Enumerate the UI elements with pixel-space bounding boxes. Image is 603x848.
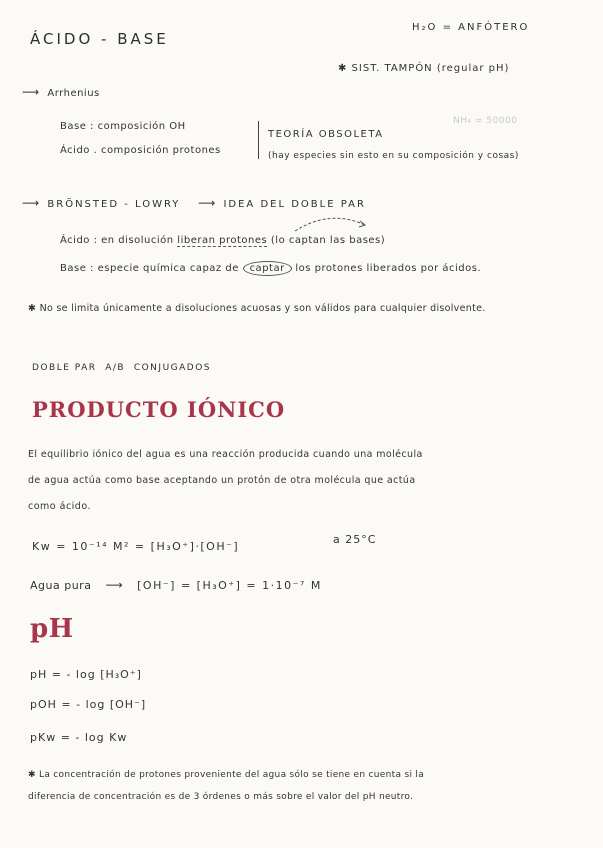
agua-pura-label: Agua pura bbox=[30, 579, 92, 592]
page-title: ÁCIDO - BASE bbox=[30, 30, 169, 48]
ph-note-1: ✱ La concentración de protones proveniente del agua sólo se tiene en cuenta si la bbox=[28, 770, 425, 780]
bronsted-acid bbox=[60, 235, 385, 246]
faint-mark: NH₄ = 50000 bbox=[453, 116, 518, 126]
water-note: H₂O = ANFÓTERO bbox=[412, 22, 530, 33]
pkw-definition: pKw = - log Kw bbox=[30, 731, 128, 744]
arrhenius-acid: Ácido . composición protones bbox=[60, 145, 221, 156]
arrow-right-icon: ⟶ bbox=[105, 578, 124, 592]
bronsted-acid-underlined: liberan protones bbox=[177, 235, 268, 246]
kw-equation: Kw = 10⁻¹⁴ M² = [H₃O⁺]·[OH⁻] bbox=[32, 540, 240, 553]
brace-note-2: (hay especies sin esto en su composición y cosas) bbox=[268, 151, 519, 161]
proton-transfer-arrow bbox=[290, 213, 370, 233]
bronsted-acid-prefix: Ácido : en disolución bbox=[60, 235, 174, 246]
bronsted-base-circled: captar bbox=[243, 261, 292, 276]
producto-line-1: El equilibrio iónico del agua es una reacción producida cuando una molécula bbox=[28, 449, 423, 460]
producto-line-3: como ácido. bbox=[28, 501, 92, 512]
arrow-right-icon: ⟶ bbox=[22, 196, 40, 210]
doble-par-heading: DOBLE PAR A/B CONJUGADOS bbox=[32, 363, 212, 373]
brace-divider bbox=[258, 121, 259, 159]
bronsted-base-prefix: Base : especie química capaz de bbox=[60, 263, 239, 274]
arrhenius-heading: Arrhenius bbox=[47, 88, 100, 99]
arrow-right-icon: ⟶ bbox=[198, 196, 216, 210]
ph-note-2: diferencia de concentración es de 3 órdenes o más sobre el valor del pH neutro. bbox=[28, 792, 414, 802]
bronsted-heading: BRÖNSTED - LOWRY bbox=[47, 199, 181, 210]
bronsted-row bbox=[22, 196, 366, 210]
producto-line-2: de agua actúa como base aceptando un protón de otra molécula que actúa bbox=[28, 475, 416, 486]
agua-pura-equation: [OH⁻] = [H₃O⁺] = 1·10⁻⁷ M bbox=[137, 579, 322, 592]
double-pair-idea: IDEA DEL DOBLE PAR bbox=[223, 199, 366, 210]
kw-temperature: a 25°C bbox=[333, 533, 377, 546]
ph-definition: pH = - log [H₃O⁺] bbox=[30, 668, 142, 681]
ph-heading: pH bbox=[30, 614, 74, 644]
agua-pura-row bbox=[30, 578, 322, 592]
buffer-note: ✱ SIST. TAMPÓN (regular pH) bbox=[338, 63, 510, 74]
bronsted-note: ✱ No se limita únicamente a disoluciones acuosas y son válidos para cualquier disolvente. bbox=[28, 303, 486, 314]
bronsted-base bbox=[60, 261, 481, 276]
poh-definition: pOH = - log [OH⁻] bbox=[30, 698, 147, 711]
brace-note-1: TEORÍA OBSOLETA bbox=[268, 129, 384, 140]
arrhenius-row bbox=[22, 85, 100, 99]
arrhenius-base: Base : composición OH bbox=[60, 121, 186, 132]
bronsted-base-suffix: los protones liberados por ácidos. bbox=[295, 263, 482, 274]
arrow-right-icon: ⟶ bbox=[22, 85, 40, 99]
bronsted-acid-suffix: (lo captan las bases) bbox=[270, 235, 386, 246]
producto-ionico-heading: PRODUCTO IÓNICO bbox=[32, 397, 286, 422]
